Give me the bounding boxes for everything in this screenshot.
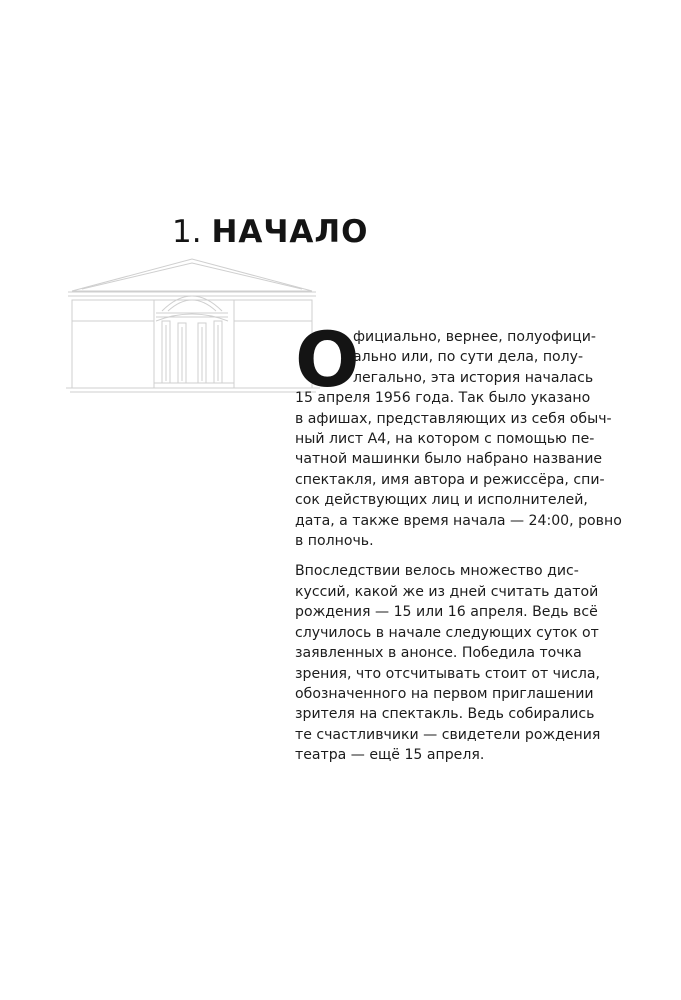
text-line: зрителя на спектакль. Ведь собирались	[295, 706, 595, 723]
chapter-heading: НАЧАЛО	[211, 214, 369, 250]
theater-building-illustration	[64, 255, 324, 395]
chapter-number: 1.	[172, 214, 202, 250]
text-line: чатной машинки было набрано название	[295, 451, 603, 468]
text-line: сок действующих лиц и исполнителей,	[295, 492, 588, 509]
text-line: дата, а также время начала — 24:00, ровно	[295, 512, 622, 529]
drop-cap	[295, 315, 360, 404]
text-line: обозначенного на первом приглашении	[295, 685, 594, 702]
text-line: спектакля, имя автора и режиссёра, спи-	[295, 471, 605, 488]
text-line: ально или, по сути дела, полу-	[353, 349, 584, 366]
text-line: 15 апреля 1956 года. Так было указано	[295, 390, 591, 407]
text-line: зрения, что отсчитывать стоит от числа,	[295, 665, 601, 682]
text-line: легально, эта история началась	[353, 369, 594, 386]
paragraph-2	[295, 561, 601, 765]
chapter-title	[172, 210, 369, 254]
text-line: случилось в начале следующих суток от	[295, 624, 599, 641]
text-line: фициально, вернее, полуофици-	[353, 329, 597, 345]
text-line: те счастливчики — свидетели рождения	[295, 726, 601, 743]
text-line: рождения — 15 или 16 апреля. Ведь всё	[295, 604, 598, 621]
text-line: в полночь.	[295, 533, 374, 550]
text-line: куссий, какой же из дней считать датой	[295, 583, 599, 600]
text-line: в афишах, представляющих из себя обыч-	[295, 410, 612, 427]
text-line: Впоследствии велось множество дис-	[295, 563, 579, 580]
text-line: театра — ещё 15 апреля.	[295, 747, 485, 764]
text-line: заявленных в анонсе. Победила точка	[295, 645, 582, 662]
paragraph-1	[295, 315, 622, 551]
drop-cap-letter: О	[295, 315, 360, 404]
text-line: ный лист А4, на котором с помощью пе-	[295, 431, 595, 448]
chapter-body	[295, 315, 622, 766]
